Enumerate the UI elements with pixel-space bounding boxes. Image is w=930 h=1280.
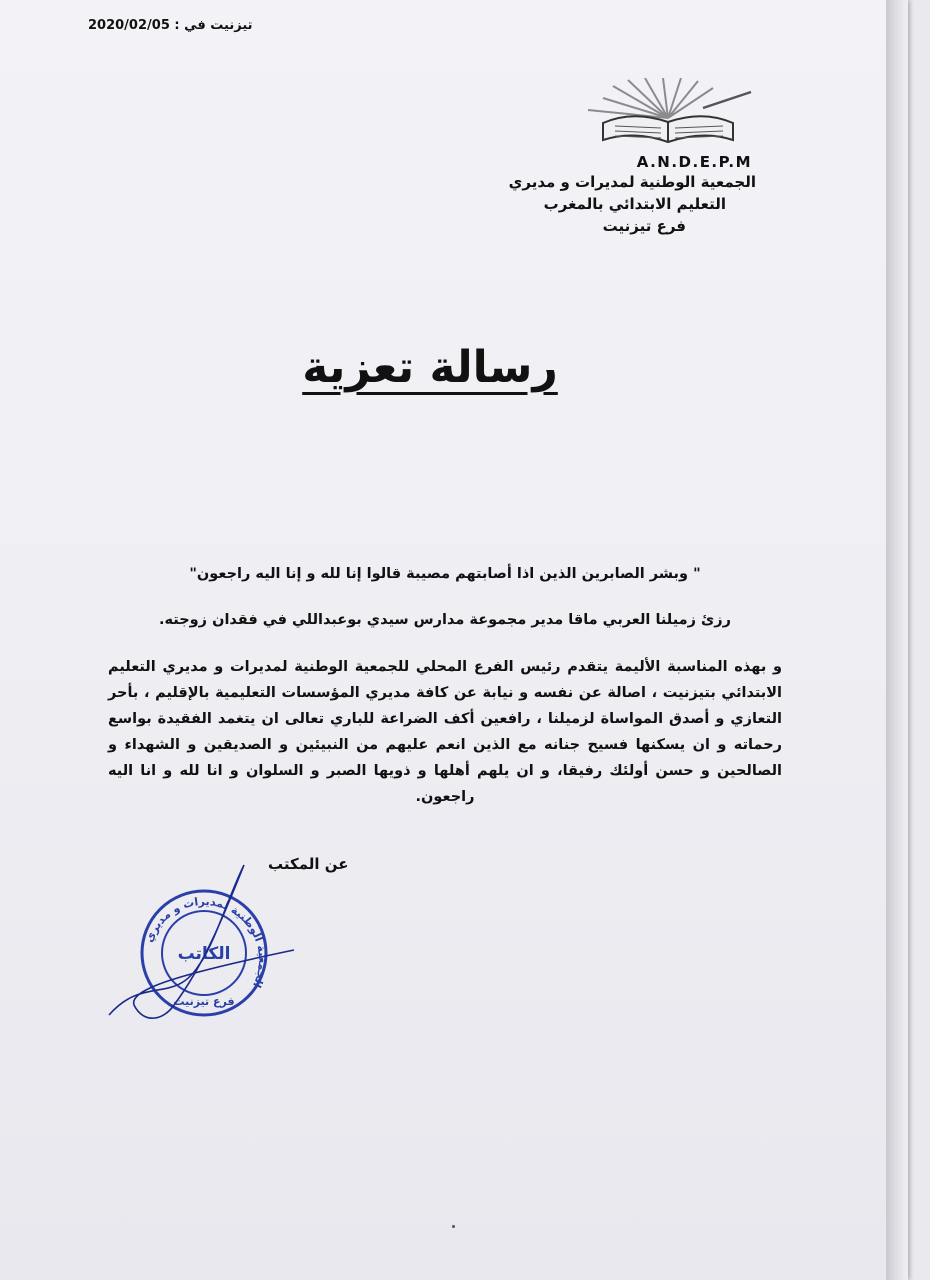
signature-label: عن المكتب (268, 855, 349, 873)
letter-title: رسالة تعزية (302, 342, 558, 393)
official-stamp-icon (104, 855, 304, 1025)
page-dot (452, 1225, 455, 1228)
organization-block (436, 153, 756, 237)
stamp-bottom-text: فرع تيزنيت (173, 995, 235, 1008)
open-book-sunburst-logo-icon (583, 78, 753, 148)
organization-acronym: A.N.D.E.P.M (636, 153, 752, 171)
letter-announcement: رزئ زميلنا العربي ماقا مدير مجموعة مدارس سيدي بوعبداللي في فقدان زوجته. (159, 612, 731, 628)
organization-name-line2: التعليم الابتدائي بالمغرب (543, 195, 726, 213)
letter-paragraph: و بهذه المناسبة الأليمة يتقدم رئيس الفرع المحلي للجمعية الوطنية لمديرات و مديري التعليم الابتدائي بتيزنيت ، اصالة عن نفسه و نيابة عن كافة مديري المؤسسات التعليمية بالإقليم ، بأحر التعازي و أصدق المواساة لزميلنا ، رافعين أكف الضراعة للباري تعالى ان يتغمد الفقيدة بواسع رحماته و ان يسكنها فسيح جنانه مع الذين انعم عليهم من النبيئين و الصديقين و الشهداء و الصالحين و حسن أولئك رفيقا، و ان يلهم أهلها و ذويها الصبر و السلوان و انا لله و انا اليه راجعون. (108, 659, 782, 805)
organization-branch: فرع تيزنيت (602, 217, 686, 235)
paper-edge-shadow (886, 0, 908, 1280)
letter-quote: " وبشر الصابرين الذين اذا أصابتهم مصيبة قالوا إنا لله و إنا اليه راجعون" (189, 566, 701, 582)
letter-title-wrap (0, 342, 860, 393)
letter-date: تيزنيت في : 2020/02/05 (88, 18, 253, 33)
stamp-center-text: الكاتب (177, 944, 231, 964)
organization-name-line1: الجمعية الوطنية لمديرات و مديري (508, 173, 756, 191)
stamp-ring-text: الجمعية الوطنية لمديرات و مديري (142, 894, 270, 990)
letter-body (108, 562, 782, 832)
